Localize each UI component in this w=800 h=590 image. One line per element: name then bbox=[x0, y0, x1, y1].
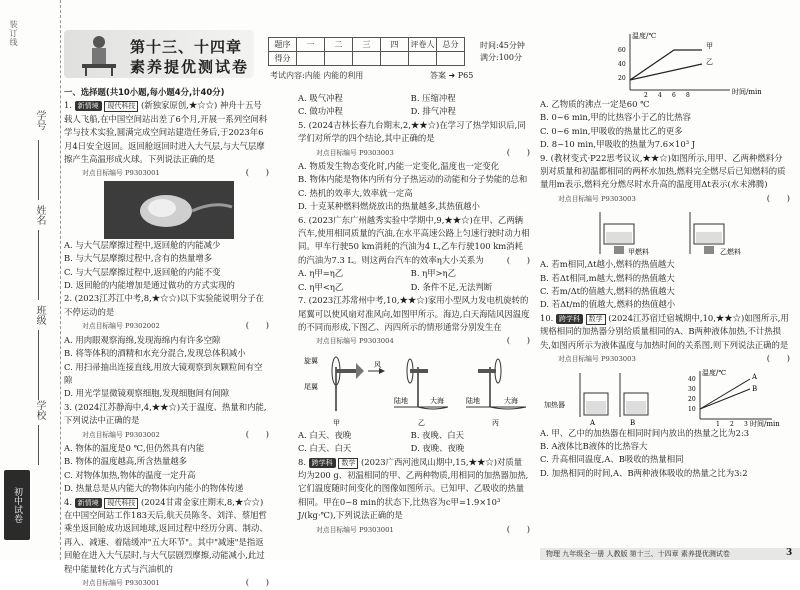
answer-blank[interactable]: ( ) bbox=[506, 523, 530, 534]
question-5-stem: 5. (2024吉林长春九台期末,2,★★☆)在学习了热学知识后,同学们对所学的四个结论,其中正确的是 bbox=[298, 119, 526, 144]
option[interactable]: D. 8~10 min,甲吸收的热量为7.6×10³ J bbox=[540, 139, 696, 150]
fuel-heating-figure bbox=[540, 206, 790, 258]
fig-label: B bbox=[630, 418, 636, 427]
question-4-options bbox=[298, 92, 530, 105]
topic-tag: 数学 bbox=[338, 458, 358, 469]
target-code: 对点目标编号 P9303003 bbox=[558, 355, 636, 364]
option[interactable]: C. 用扫帚抽出连接直线,用放大镜观察到灰颗粒间有空隙 bbox=[64, 361, 263, 385]
fig-label: 乙燃料 bbox=[720, 248, 741, 257]
option[interactable]: B. η甲>η乙 bbox=[410, 268, 456, 279]
target-code: 对点目标编号 P9303002 bbox=[82, 430, 160, 439]
question-8-stem: 8. 跨学科 数学 (2023广西河池凤山期中,15,★★☆)对质量均为200 g、初温相同的甲、乙两种物质,用相同的加热器加热,它们温度随时间变化的图像如图所示。已知甲、乙吸收的热量相同。甲在0~8 min的状态下,比热容为c甲=1.9×10³ J/(kg·℃),下列说法正确的是 bbox=[298, 456, 529, 521]
option[interactable]: D. 加热相同的时间,A、B两种液体吸收的热量之比为3:2 bbox=[540, 467, 748, 478]
cut-line-label: 装订线 bbox=[9, 20, 18, 47]
exam-scope: 考试内容:内能 内能的利用 bbox=[270, 71, 364, 80]
question-5-code-row bbox=[298, 146, 530, 160]
target-code: 对点目标编号 P9303001 bbox=[82, 169, 160, 178]
x-tick: 8 bbox=[686, 92, 690, 99]
question-4-stem: 4. 新情境 现代科技 (2024甘肃金家庄期末,8,★☆☆)在中国空间站工作183天后,航天员陈冬、刘洋、蔡旭哲乘坐返回舱成功返回地球,返回过程中经历分离、制动、再入、减速、着陆缓冲"五大环节"。其中"减速"是指返回舱在进入大气层时,与大气层剧烈摩擦,动能减小,此过程中能量转化方式与汽油机的 bbox=[64, 496, 268, 574]
score-table bbox=[268, 37, 465, 66]
exam-subtitle: 素养提优测试卷 bbox=[130, 58, 250, 76]
option[interactable]: B. 夜晚、白天 bbox=[410, 429, 465, 440]
question-2-stem: 2. (2023江苏江中考,8,★☆☆)以下实验能说明分子在不停运动的是 bbox=[64, 293, 264, 317]
option[interactable]: D. 十克某种燃料燃烧放出的热量越多,其热值越小 bbox=[298, 201, 480, 212]
graph-ylabel: 温度/℃ bbox=[632, 32, 657, 40]
full-score: 满分:100分 bbox=[480, 53, 522, 62]
fig-label: 丙 bbox=[492, 418, 499, 427]
option[interactable]: D. 若Δt/m的值越大,燃料的热值越小 bbox=[540, 299, 676, 310]
x-tick: 3 bbox=[744, 420, 748, 428]
series-label: A bbox=[752, 372, 758, 381]
fig-label: 加热器 bbox=[544, 400, 565, 409]
question-2-code-row bbox=[64, 319, 269, 333]
topic-tag: 现代科技 bbox=[104, 498, 138, 509]
question-1-code-row bbox=[64, 166, 269, 180]
answer-blank[interactable]: ( ) bbox=[245, 167, 269, 178]
option[interactable]: B. 与大气层摩擦过程中,含有的热量增多 bbox=[64, 253, 213, 264]
question-9-stem: 9. (教材变式·P22思考议议,★★☆)如图所示,用甲、乙两种燃料分别对质量和初温都相同的两杯水加热,燃料完全燃尽后已知燃料的质量用m表示,燃料充分燃尽时水升高的温度用Δt表示(水未沸腾) bbox=[540, 152, 786, 190]
fig-label: A bbox=[590, 418, 596, 427]
option[interactable]: D. 排气冲程 bbox=[410, 106, 456, 117]
series-a-line bbox=[700, 379, 750, 409]
target-code: 对点目标编号 P9303001 bbox=[316, 525, 394, 534]
target-code: 对点目标编号 P9302002 bbox=[82, 322, 160, 331]
option[interactable]: B. 压缩冲程 bbox=[410, 93, 456, 103]
target-code: 对点目标编号 P9303003 bbox=[316, 148, 394, 157]
x-tick: 6 bbox=[672, 92, 676, 99]
column-1 bbox=[64, 86, 269, 590]
question-1-stem: 1. 新情境 现代科技 (新独家原创,★☆☆) 神舟十五号载人飞船,在中国空间站出差了6个月,开展一系列空间科学与技术实验,圆满完成空间站建造任务后,于2023年6月4日安全返回。返回舱返回时进入大气层,与大气层摩擦产生高温形成火球。下列说法正确的是 bbox=[64, 100, 268, 165]
question-10-stem: 10. 跨学科 数学 (2024江苏宿迁宿城期中,10,★★☆)如图所示,用规格相同的加热器分别给质量相同的A、B两种液体加热,不计热损失,如图丙所示为液体温度与加热时间的关系图,则下列说法正确的是 bbox=[540, 312, 789, 350]
x-tick: 2 bbox=[730, 420, 734, 428]
cross-discipline-tag: 跨学科 bbox=[556, 314, 583, 324]
option[interactable]: B. 若Δt相同,m越大,燃料的热值越大 bbox=[540, 272, 675, 283]
question-8-code-row bbox=[298, 523, 530, 537]
option[interactable]: C. 与大气层摩擦过程中,返回舱的内能不变 bbox=[64, 266, 221, 277]
option[interactable]: B. A液体比B液体的比热容大 bbox=[540, 440, 648, 451]
y-tick: 40 bbox=[688, 375, 696, 383]
fig-label: 乙 bbox=[418, 418, 425, 427]
option[interactable]: A. 用肉眼观察海绵,发现海绵内有许多空隙 bbox=[64, 334, 221, 345]
class-label: 班级 bbox=[34, 305, 45, 325]
option[interactable]: D. 夜晚、夜晚 bbox=[410, 443, 465, 454]
score-cell: 一 bbox=[297, 38, 325, 52]
fig-label: 旋翼 bbox=[304, 356, 318, 365]
y-tick: 20 bbox=[618, 75, 626, 82]
x-tick: 1 bbox=[716, 420, 720, 428]
option[interactable]: A. 物质发生物态变化时,内能一定变化,温度也一定变化 bbox=[298, 161, 499, 172]
option[interactable]: C. 热机的效率大,效率就一定高 bbox=[298, 187, 413, 198]
fig-label: 大海 bbox=[504, 396, 518, 405]
section-title: 一、选择题(共10小题,每小题4分,计40分) bbox=[64, 87, 225, 97]
footer-bar: 物理 九年级全一册 人教版 第十三、十四章 素养提优测试卷 bbox=[540, 548, 800, 560]
answer-blank[interactable]: ( ) bbox=[245, 320, 269, 331]
score-input-cell[interactable] bbox=[437, 52, 465, 66]
series-jia-line bbox=[630, 50, 702, 80]
target-code: 对点目标编号 P9303003 bbox=[558, 194, 636, 203]
score-table-header-row bbox=[269, 38, 465, 52]
name-label: 姓名 bbox=[34, 205, 45, 225]
x-tick: 2 bbox=[644, 92, 648, 99]
column-2 bbox=[298, 92, 530, 537]
graph-xlabel: 时间/min bbox=[732, 88, 762, 96]
school-line bbox=[38, 425, 39, 465]
score-cell: 总分 bbox=[437, 38, 465, 52]
option[interactable]: C. η甲<η乙 bbox=[298, 281, 344, 292]
question-10-code-row bbox=[540, 352, 790, 366]
option[interactable]: B. 将等体积的酒精和水充分混合,发现总体积减小 bbox=[64, 348, 246, 359]
question-6-stem: 6. (2023广东广州越秀实验中学期中,9,★★☆)在甲、乙两辆汽车,使用相同质量的汽油,在水平高速公路上匀速行驶时动力相同。甲车行驶50 km消耗的汽油为4 L,乙车行驶100 km消耗的汽油为7.3 L。则这两台汽车的效率η大小关系为 ( ) bbox=[298, 214, 530, 268]
option[interactable]: D. 返回舱的内能增加是通过做功的方式实现的 bbox=[64, 280, 235, 291]
binding-sidebar bbox=[0, 0, 61, 560]
question-9-code-row bbox=[540, 192, 790, 206]
question-4-code-row bbox=[64, 576, 269, 590]
option[interactable]: B. 物体内能是物体内所有分子热运动的动能和分子势能的总和 bbox=[298, 174, 528, 185]
fig-label: 陆地 bbox=[466, 396, 480, 405]
answer-blank[interactable]: ( ) bbox=[506, 335, 530, 346]
y-tick: 20 bbox=[688, 395, 696, 403]
liquid-heating-figure bbox=[540, 367, 790, 427]
question-7-options bbox=[298, 442, 530, 455]
exam-meta bbox=[480, 40, 525, 64]
score-input-cell[interactable] bbox=[325, 52, 353, 66]
answer-page-ref[interactable]: 答案 ➜ P65 bbox=[430, 71, 474, 80]
option[interactable]: D. 条件不足,无法判断 bbox=[410, 281, 493, 292]
fig-label: 尾翼 bbox=[304, 382, 318, 391]
answer-blank[interactable]: ( ) bbox=[506, 254, 530, 265]
score-table-score-row bbox=[269, 52, 465, 66]
fig-label: 大海 bbox=[430, 396, 444, 405]
question-6-options bbox=[298, 281, 530, 294]
score-cell: 题序 bbox=[269, 38, 297, 52]
question-7-options bbox=[298, 429, 530, 442]
option[interactable]: C. 升高相同温度,A、B吸收的热量相同 bbox=[540, 454, 684, 465]
score-cell: 二 bbox=[325, 38, 353, 52]
option[interactable]: A. 物体的温度是0 ℃,但仍然具有内能 bbox=[64, 442, 205, 453]
score-cell: 四 bbox=[381, 38, 409, 52]
answer-blank[interactable]: ( ) bbox=[506, 146, 530, 157]
chapter-title: 第十三、十四章 bbox=[130, 38, 243, 56]
question-3-stem: 3. (2024江苏静海中,4,★★☆)关于温度、热量和内能,下列说法中正确的是 bbox=[64, 401, 267, 426]
y-tick: 10 bbox=[688, 405, 696, 413]
option[interactable]: D. 用光学显微镜观察细胞,发现细胞间有间隙 bbox=[64, 388, 230, 399]
question-8-options-block bbox=[540, 98, 790, 152]
score-cell: 三 bbox=[353, 38, 381, 52]
student-id-label: 学号 bbox=[34, 110, 45, 130]
target-code: 对点目标编号 P9303001 bbox=[82, 579, 160, 587]
score-input-cell[interactable] bbox=[353, 52, 381, 66]
option[interactable]: B. 0~6 min,甲的比热容小于乙的比热容 bbox=[540, 112, 691, 123]
option[interactable]: A. 乙物质的沸点一定是60 ℃ bbox=[540, 99, 650, 109]
fig-label: 甲 bbox=[333, 418, 340, 427]
time-limit: 时间:45分钟 bbox=[480, 41, 525, 50]
temperature-time-graph-1 bbox=[540, 30, 790, 98]
y-tick: 60 bbox=[618, 47, 626, 54]
target-code: 对点目标编号 P9303004 bbox=[316, 337, 394, 346]
question-4-options bbox=[298, 105, 530, 118]
new-context-tag: 新情境 bbox=[75, 498, 102, 508]
series-label: 乙 bbox=[706, 58, 713, 66]
y-tick: 40 bbox=[618, 61, 626, 68]
option[interactable]: B. 物体的温度越高,所含热量越多 bbox=[64, 456, 188, 467]
series-b-line bbox=[700, 389, 750, 409]
score-input-cell[interactable] bbox=[381, 52, 409, 66]
school-label: 学校 bbox=[34, 400, 45, 420]
series-label: B bbox=[752, 384, 758, 393]
answer-blank[interactable]: ( ) bbox=[245, 577, 269, 587]
reentry-capsule-photo bbox=[104, 181, 234, 239]
new-context-tag: 新情境 bbox=[75, 101, 102, 111]
question-7-code-row bbox=[298, 334, 530, 348]
option[interactable]: A. η甲=η乙 bbox=[298, 268, 344, 279]
score-input-cell[interactable] bbox=[297, 52, 325, 66]
name-line bbox=[38, 230, 39, 300]
answer-blank[interactable]: ( ) bbox=[245, 428, 269, 439]
option[interactable]: C. 若m/Δt的值越大,燃料的热值越大 bbox=[540, 286, 675, 297]
option[interactable]: A. 若m相同,Δt越小,燃料的热值越大 bbox=[540, 259, 675, 270]
option[interactable]: A. 白天、夜晚 bbox=[298, 429, 352, 440]
student-id-line bbox=[38, 140, 39, 200]
question-3-code-row bbox=[64, 428, 269, 442]
x-tick: 4 bbox=[658, 92, 662, 99]
topic-tag: 数学 bbox=[586, 314, 606, 325]
series-label: 甲 bbox=[706, 42, 713, 50]
graph-ylabel: 温度/℃ bbox=[702, 368, 727, 377]
topic-tag: 现代科技 bbox=[104, 101, 138, 112]
option[interactable]: A. 甲、乙中的加热器在相同时间内放出的热量之比为2:3 bbox=[540, 427, 750, 438]
page-number: 3 bbox=[786, 548, 793, 558]
option[interactable]: A. 与大气层摩擦过程中,返回舱的内能减少 bbox=[64, 239, 221, 250]
fig-label: 陆地 bbox=[394, 396, 408, 405]
fig-label: 风 bbox=[374, 360, 381, 369]
option[interactable]: C. 做功冲程 bbox=[298, 106, 343, 117]
student-figure-icon bbox=[76, 30, 122, 76]
series-logo: 初中试卷 bbox=[4, 470, 30, 540]
cross-discipline-tag: 跨学科 bbox=[309, 458, 336, 468]
fig-label: 甲燃料 bbox=[628, 248, 649, 257]
column-3 bbox=[540, 30, 790, 480]
question-6-options bbox=[298, 267, 530, 280]
option[interactable]: C. 对物体加热,物体的温度一定升高 bbox=[64, 469, 196, 480]
option[interactable]: C. 0~6 min,甲吸收的热量比乙的更多 bbox=[540, 125, 683, 136]
option[interactable]: A. 吸气冲程 bbox=[298, 93, 343, 103]
answer-blank[interactable]: ( ) bbox=[766, 192, 790, 203]
class-line bbox=[38, 330, 39, 400]
option[interactable]: D. 热量总是从内能大的物体向内能小的物体传递 bbox=[64, 483, 244, 494]
score-cell: 评卷人 bbox=[409, 38, 437, 52]
score-input-cell[interactable] bbox=[409, 52, 437, 66]
score-row-label: 得分 bbox=[269, 52, 297, 66]
answer-blank[interactable]: ( ) bbox=[766, 353, 790, 364]
option[interactable]: C. 白天、白天 bbox=[298, 443, 352, 454]
wind-turbine-figure bbox=[298, 349, 530, 429]
graph-xlabel: 时间/min bbox=[750, 419, 780, 428]
y-tick: 30 bbox=[688, 385, 696, 393]
question-7-stem: 7. (2023江苏常州中考,10,★★☆)家用小型风力发电机旋转的尾翼可以使风扇对准风向,如图甲所示。海边,白天海陆风因温度的不同而形成,下图乙、丙四所示的情形通常分别发生在 bbox=[298, 295, 530, 332]
